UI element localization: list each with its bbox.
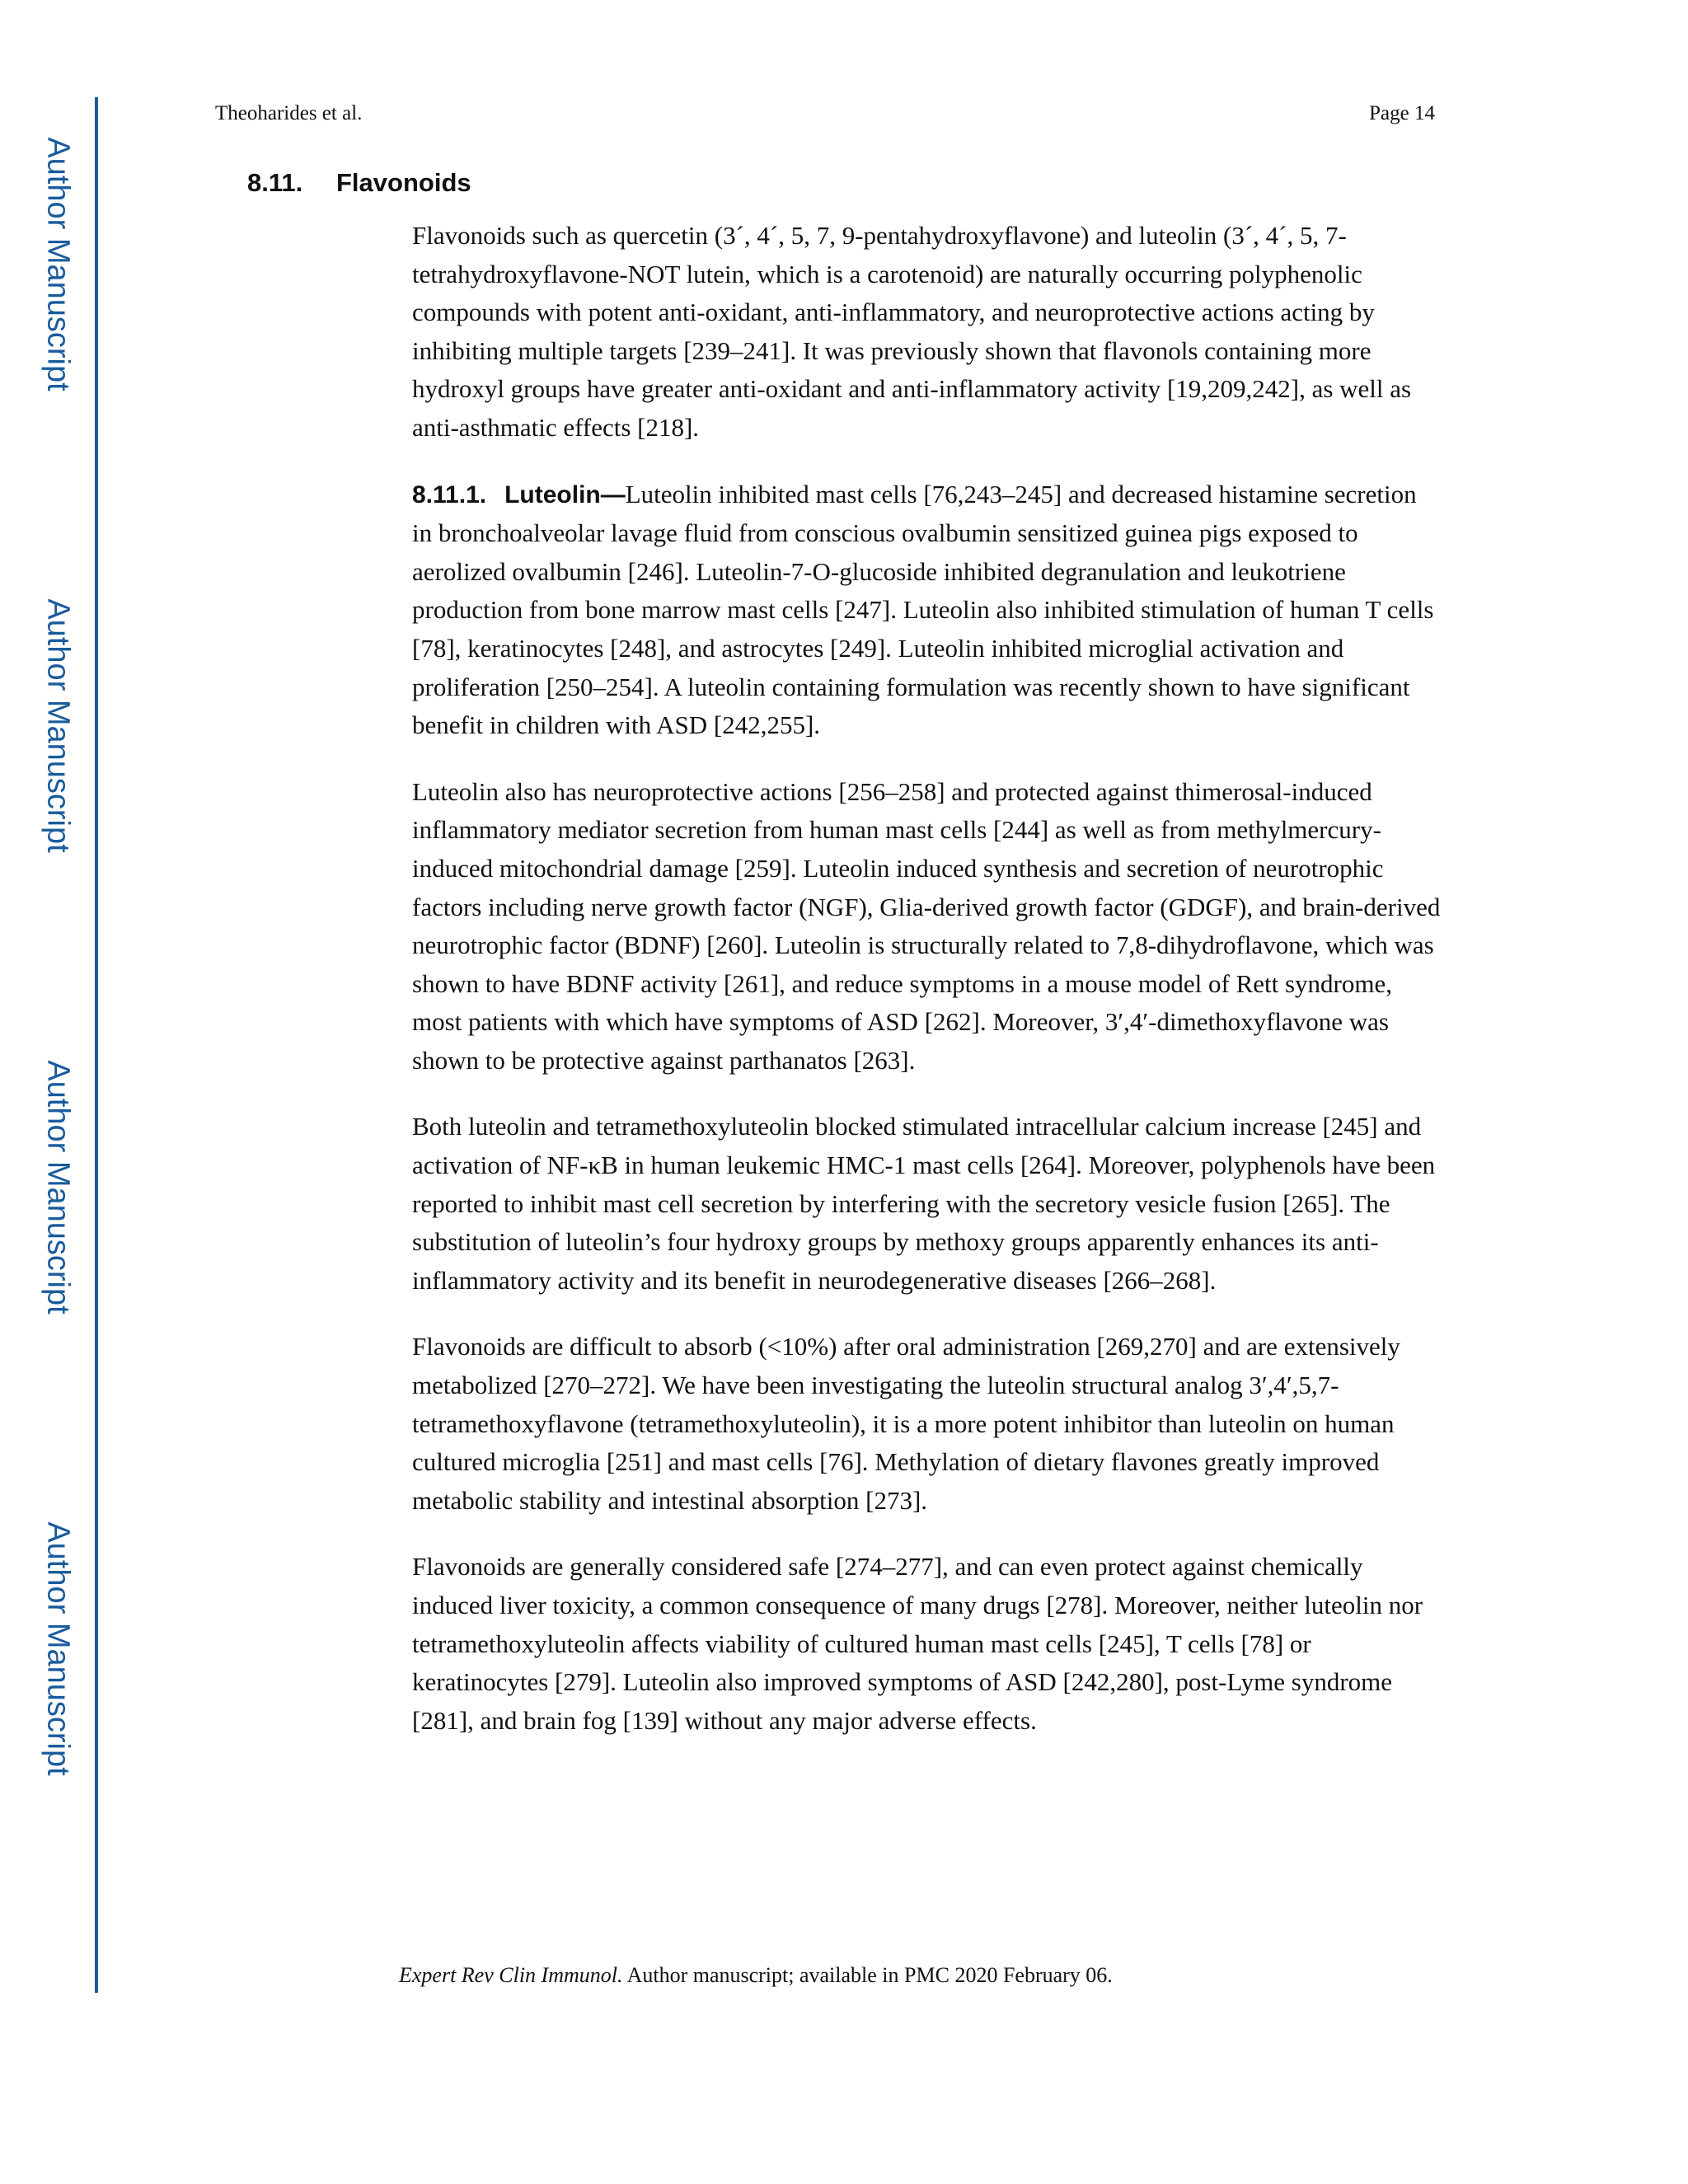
author-manuscript-label: Author Manuscript — [40, 1059, 76, 1315]
author-manuscript-label: Author Manuscript — [40, 598, 76, 853]
footer-citation — [399, 1963, 1113, 1988]
section-number: 8.11. — [247, 168, 303, 197]
paragraph: Luteolin also has neuroprotective actions [256–258] and protected against thimerosal-induced inflammatory mediator secretion from human mast cells [244] as well as from methylmercury-induced mitochondrial damage [259]. Luteolin induced synthesis and secretion of neurotrophic factors including nerve growth factor (NGF), Glia-derived growth factor (GDGF), and brain-derived neurotrophic factor (BDNF) [260]. Luteolin is structurally related to 7,8-dihydroflavone, which was shown to have BDNF activity [261], and reduce symptoms in a mouse model of Rett syndrome, most patients with which have symptoms of ASD [262]. Moreover, 3′,4′-dimethoxyflavone was shown to be protective against parthanatos [263]. — [412, 776, 1441, 1075]
section-heading — [247, 168, 471, 198]
intro-paragraph: Flavonoids such as quercetin (3´, 4´, 5, 7, 9-pentahydroxyflavone) and luteolin (3´, 4´, 5, 7-tetrahydroxyflavone-NOT lutein, which is a carotenoid) are naturally occurring polyphenolic compounds with potent anti-oxidant, anti-inflammatory, and neuroprotective actions acting by inhibiting multiple targets [239–241]. It was previously shown that flavonols containing more hydroxyl groups have greater anti-oxidant and anti-inflammatory activity [19,209,242], as well as anti-asthmatic effects [218]. — [412, 221, 1412, 442]
running-head-authors: Theoharides et al. — [215, 102, 363, 124]
section-title: Flavonoids — [336, 168, 471, 197]
paragraph: Flavonoids are generally considered safe [274–277], and can even protect against chemically induced liver toxicity, a common consequence of many drugs [278]. Moreover, neither luteolin nor tetramethoxyluteolin affects viability of cultured human mast cells [245], T cells [78] or keratinocytes [279]. Luteolin also improved symptoms of ASD [242,280], post-Lyme syndrome [281], and brain fog [139] without any major adverse effects. — [412, 1552, 1423, 1735]
article-body — [412, 217, 1442, 1768]
footer-note: Author manuscript; available in PMC 2020 February 06. — [622, 1963, 1113, 1987]
paragraph: Both luteolin and tetramethoxyluteolin blocked stimulated intracellular calcium increase [245] and activation of NF-κB in human leukemic HMC-1 mast cells [264]. Moreover, polyphenols have been reported to inhibit mast cell secretion by interfering with the secretory vesicle fusion [265]. The substitution of luteolin’s four hydroxy groups by methoxy groups apparently enhances its anti-inflammatory activity and its benefit in neurodegenerative diseases [266–268]. — [412, 1112, 1436, 1295]
paragraph: Flavonoids are difficult to absorb (<10%) after oral administration [269,270] and are extensively metabolized [270–272]. We have been investigating the luteolin structural analog 3′,4′,5,7-tetramethoxyflavone (tetramethoxyluteolin), it is a more potent inhibitor than luteolin on human cultured microglia [251] and mast cells [76]. Methylation of dietary flavones greatly improved metabolic stability and intestinal absorption [273]. — [412, 1332, 1400, 1515]
author-manuscript-label: Author Manuscript — [40, 1521, 76, 1776]
subsection-paragraph — [412, 476, 1442, 745]
author-manuscript-label: Author Manuscript — [40, 136, 76, 391]
page-number: Page 14 — [1369, 102, 1435, 124]
journal-name: Expert Rev Clin Immunol. — [399, 1963, 623, 1987]
subsection-number: 8.11.1. — [412, 480, 487, 509]
sidebar-rule — [95, 97, 98, 1993]
subsection-title: Luteolin— — [504, 480, 626, 509]
paragraph-text: Luteolin inhibited mast cells [76,243–245] and decreased histamine secretion in bronchoalveolar lavage fluid from conscious ovalbumin sensitized guinea pigs exposed to aerolized ovalbumin [246]. Luteolin-7-O-glucoside inhibited degranulation and leukotriene production from bone marrow mast cells [247]. Luteolin also inhibited stimulation of human T cells [78], keratinocytes [248], and astrocytes [249]. Luteolin inhibited microglial activation and proliferation [250–254]. A luteolin containing formulation was recently shown to have significant benefit in children with ASD [242,255]. — [412, 479, 1434, 740]
